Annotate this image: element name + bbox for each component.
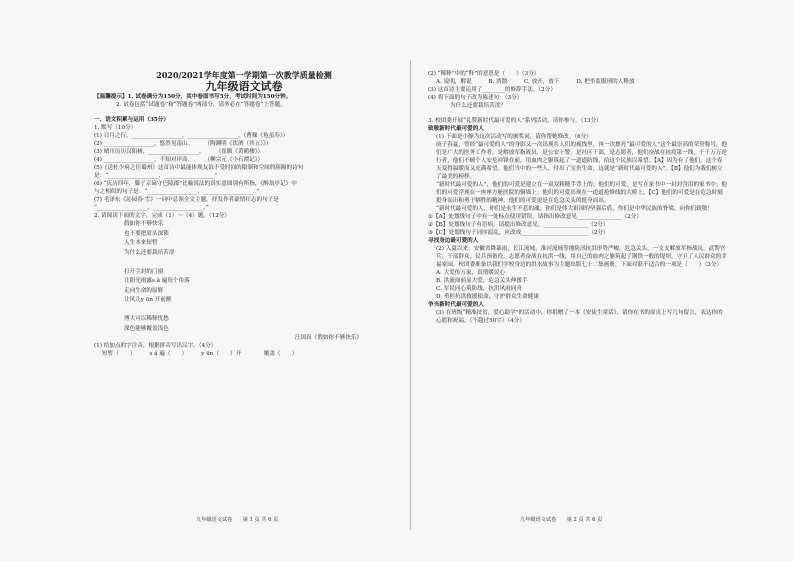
question-1: 1. 默写（10分）: [94, 125, 137, 131]
poem-line: 打开尘封的门窗: [124, 268, 164, 275]
q3-2-option: C. 军民同心筑防线，抗洪风雨同舟: [436, 286, 522, 292]
q1-item: 是：“__________________，__________________”: [94, 173, 218, 179]
q2-4-text: 为什么还要栽培苦涩？: [450, 103, 506, 109]
paper-title: 九年级语文试卷: [205, 80, 283, 93]
q1-item: (6) “庆历四年，滕子京谪守巴陵郡”比喻说法的真实意图别有所指，《醉翁亭记》中: [94, 181, 297, 187]
q3-1-b: ②【B】处划线句子有语病，请提出修改意见。________________（2分）: [428, 222, 609, 228]
q2-3: (3) 这首诗主要运用了________的修辞手法。（2分）: [428, 87, 556, 93]
q1-item: “__________________，__________________。”: [94, 205, 209, 211]
q1-item: (4) __________________，不知对岸高。 （柳宗元《小石潭记》）: [94, 157, 264, 163]
right-footer: 九年级语文试卷 第 2 页 共 6 页: [520, 517, 603, 523]
q1-item: (1) 日月之行，__________________，__________________。（曹操《龟虽寿》）: [94, 133, 289, 139]
q2-2-options: A. 说明，解说 B. 消散 C. 放开，放下 D. 把坐监服刑的人释放: [436, 79, 635, 85]
q1-item: (2) __________________，悠然见南山。 （陶渊明《饮酒（其五）》）: [94, 141, 272, 147]
q3-1-passage-2: “新时代最可爱的人”，他们的可爱是建立在一双双粗糙手背上的；他们的可爱，是写在家书中一封封含泪的家书中；他们的可爱浮现在一座座方舱医院的铜墙上；他们的可爱出现在一道道抢修线的大桥上，【C】他们的可爱是在危急时刻挺身而出和勇于牺牲的精神。他们的可爱更是在危急关头的挺身而出。: [436, 182, 728, 204]
exam-title: 2020/2021学年度第一学期第一次教学质量检测: [156, 70, 332, 80]
question-2-1: (1) 给加点的字注音，根据拼音写出汉字。（4分）: [94, 343, 217, 349]
poem-line: 假如你不够快乐: [124, 221, 164, 227]
question-2: 2. 请阅读下面的文字，完成（1）～（4）题。（12分）: [94, 213, 231, 219]
q3-1: (1) 下面是小静为这次活动写的颁奖词，请你帮她修改。（6分）: [436, 134, 592, 140]
poem-line: 深色能够覆盖浅色: [124, 325, 169, 332]
page-divider: [410, 60, 411, 530]
poem-line: 为什么还要栽培苦涩: [124, 249, 175, 256]
notice-line-2: 2. 试卷包括“试题卷”和“答题卷”两部分，请务必在“答题卷”上答题。: [116, 102, 286, 108]
q2-4: (4) 将下面的句子改为陈述句：（3分）: [428, 95, 523, 101]
q3-1-passage-3: “新时代最可爱的人，你们是永生不息的魂。你们是伟大祖国的坚强后盾，你们是中华民族的脊梁。向你们致敬！: [436, 206, 713, 212]
poem-line: 走向生命的原野: [124, 287, 164, 294]
right-page: [428, 70, 728, 530]
q3-2-option: A. 大爱传万家，真情暖民心: [436, 270, 506, 276]
poem-line: 让阳光雨露s ǎ 遍每个角落: [124, 278, 190, 284]
q3-1-passage: 庚子春夏，曾经“最可爱的人”的身影又一次出现在人们的视线里。再一次擦亮“最可爱的人”这个最崇高的荣誉称号，他们是广大的医务工作者，是解放军指战员，是公安干警，是社区干部，是志愿者，他们奋战在抗疫第一线，千千万万逆行者，他们不顾个人安危冲锋在前，用血肉之躯筑起了一道道防线，给这个民族以希望。【A】因为有了他们，这个春天变得温暖而又充满希望。他们当中的一些人，付出了宝贵生命，这就是“新时代最可爱的人”。【B】他们为我们树立了最美的榜样。: [436, 142, 728, 180]
q1-item: (3) 晴川历历汉阳树，__________________。 （崔颢《黄鹤楼》）: [94, 149, 264, 155]
poem-line: [94, 306, 394, 316]
notice-line-1: 【温馨提示】1. 试卷满分为150分，其中卷面书写5分，考试时间为150分钟。: [94, 94, 292, 100]
q2-1-items: 短暂（ ） s ǎ 遍（ ） y ūn（ ）开 覆盖（ ）: [102, 351, 298, 357]
poem-author: 汪国真《假如你不够快乐》: [294, 335, 362, 341]
q3-2-option: D. 勇担抗洪救援使命，守护群众生命健康: [436, 294, 539, 300]
poem: [94, 220, 394, 334]
q3-3: (3) 在班级“精准扶贫，爱心助学”的活动中，你捐赠了一本《安徒生童话》，请你在书的扉页上写几句留言，表达你的心愿和祝福。（不超过50字）（4分）: [436, 310, 723, 324]
q3-1-c: ③【C】处划线句子词序混乱，应改成________________________（2分）: [428, 230, 609, 236]
poem-line: [94, 258, 394, 268]
q1-item: (7) 毛泽东《沁园春·雪》一词中总领全文主题，抒发作者豪情壮志的句子是: [94, 197, 279, 203]
poem-line: 也不要把眉头深锁: [124, 230, 169, 237]
poem-line: 让风儿y ūn 开前额: [124, 297, 172, 303]
q1-item: 与之相似的句子是：“__________________，__________________。”: [94, 189, 260, 195]
q3-1-a: ①【A】处划线句子中有一处标点使用错误，请指出修改意见________________（2分）: [428, 214, 642, 220]
q2-2: (2) “稀释”中的“释”的意思是（ ）（3分）: [428, 71, 540, 77]
left-page: [94, 70, 394, 530]
q1-item: (5)《送杜少府之任蜀州》这首诗中最能体现友谊不受时间的限制和空间的阻隔的诗句: [94, 165, 304, 171]
subheading-1: 致敬新时代最可爱的人: [428, 126, 484, 132]
poem-line: 人生本来短暂: [124, 240, 158, 246]
q3-2-option: B. 洪流面前显大爱，危急关头伸援手: [436, 278, 528, 284]
poem-line: 博大可以稀释忧愁: [124, 316, 169, 322]
left-footer: 九年级语文试卷 第 1 页 共 6 页: [196, 517, 279, 523]
q3-2: (2) 入夏以来，安徽省降暴雨，长江流域、淮河流域等地防汛抗洪形势严峻。危急关头，一支支解放军指战员、武警官兵、干部群众、民兵预备役、志愿者奋战在抗洪一线，用自己的血肉之躯筑起了钢铁一般的堤坝，守卫了人民群众的幸福家园。校团委准备以我们学校身边的洪水故事为主题出版七十二集画册，下面对联不适合的一项是（ ）（3分）: [436, 246, 727, 268]
subheading-3: 争当新时代最可爱的人: [428, 302, 484, 308]
section-1-heading: 一、语文积累与运用（35分）: [94, 117, 169, 123]
question-3: 3. 校团委开展“礼赞新时代最可爱的人”系列活动，请你参与。（13分）: [428, 118, 602, 124]
subheading-2: 寻找身边最可爱的人: [428, 238, 479, 244]
